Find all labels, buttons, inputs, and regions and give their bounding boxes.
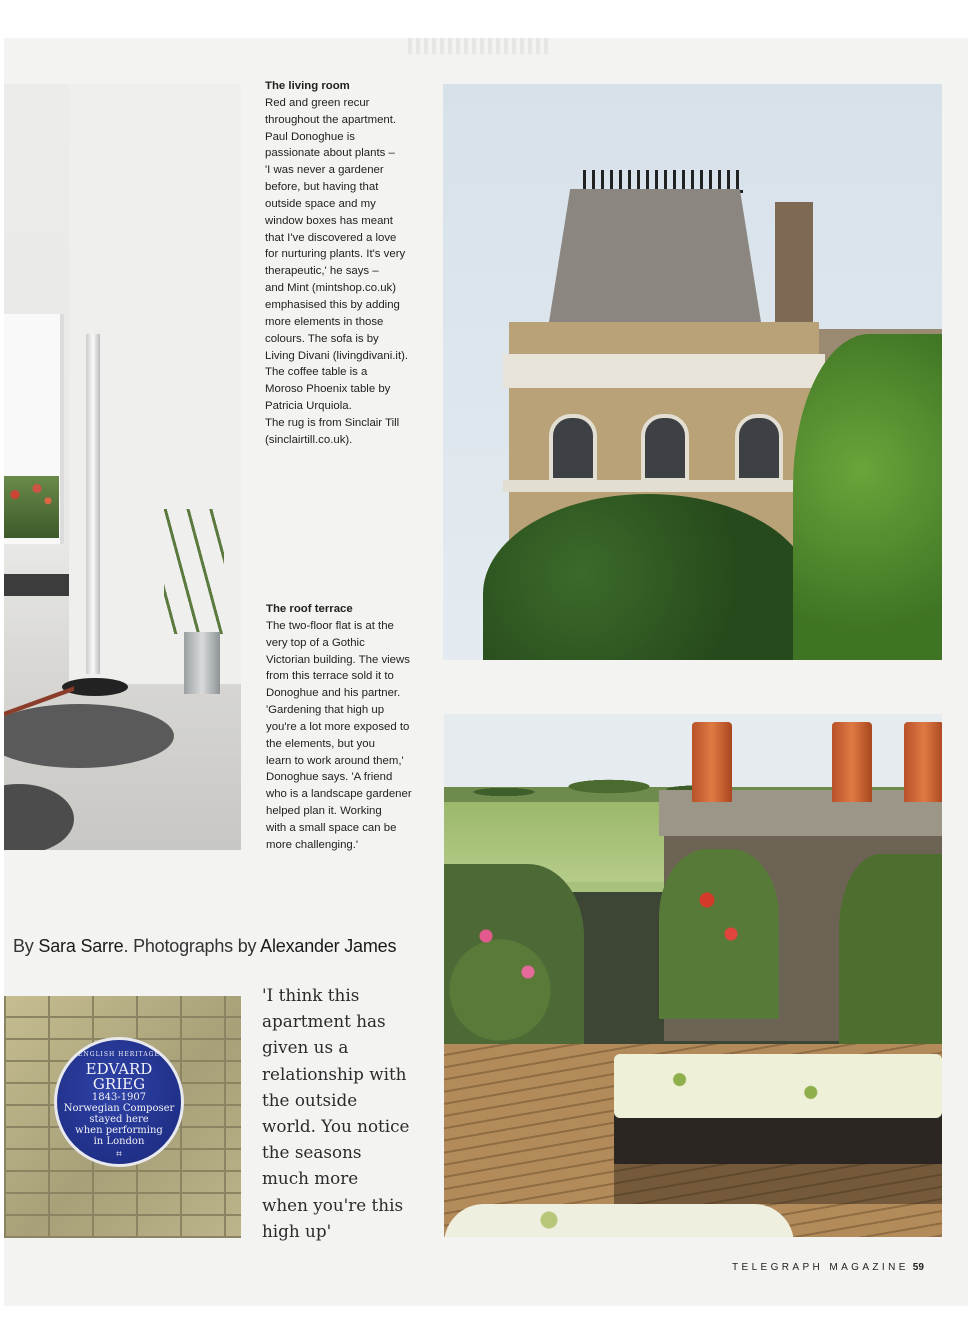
quote-line: relationship with: [262, 1063, 407, 1084]
caption-line: Paul Donoghue is: [265, 130, 355, 143]
foreground-cushion: [444, 1204, 794, 1237]
caption-line: The rug is from Sinclair Till: [265, 416, 400, 429]
arched-window: [641, 414, 689, 482]
publication-name: TELEGRAPH MAGAZINE: [732, 1262, 909, 1273]
window-box-flowers: [4, 476, 59, 538]
quote-line: much more: [262, 1168, 359, 1189]
foreground-tree: [793, 334, 942, 660]
plaque-line: in London: [93, 1136, 145, 1147]
building-exterior-photo: [443, 84, 942, 660]
article-byline: [13, 936, 396, 957]
caption-line: with a small space can be: [266, 821, 397, 834]
pull-quote: [262, 982, 432, 1244]
chimney-pot: [832, 722, 872, 802]
caption-line: Living Divani (livingdivani.it).: [265, 349, 409, 362]
caption-line: outside space and my: [265, 197, 376, 210]
stone-cornice: [503, 354, 825, 388]
caption-line: window boxes has meant: [265, 214, 393, 227]
chimney-stack: [775, 202, 813, 322]
coffee-table-lower: [4, 784, 74, 850]
plaque-line: when performing: [75, 1125, 163, 1136]
magazine-page: [4, 38, 968, 1306]
arched-window: [735, 414, 783, 482]
caption-line: passionate about plants –: [265, 147, 395, 160]
caption-line: The coffee table is a: [265, 366, 368, 379]
floral-cushion: [614, 1054, 942, 1118]
caption-line: learn to work around them,': [266, 754, 404, 767]
blue-plaque: [54, 1037, 184, 1167]
caption-line: more elements in those: [265, 315, 384, 328]
mansard-roof: [549, 189, 761, 322]
caption-line: Red and green recur: [265, 96, 370, 109]
plaque-line: Norwegian Composer: [63, 1103, 175, 1114]
caption-line: (sinclairtill.co.uk).: [265, 433, 353, 446]
caption-line: colours. The sofa is by: [265, 332, 379, 345]
quote-line: when you're this: [262, 1194, 404, 1215]
plaque-line: ENGLISH HERITAGE: [78, 1051, 160, 1058]
caption-line: emphasised this by adding: [265, 298, 400, 311]
quote-line: high up': [262, 1220, 332, 1241]
caption-line: who is a landscape gardener: [266, 788, 412, 801]
page-footer: [732, 1262, 924, 1273]
blue-plaque-photo: [4, 996, 241, 1238]
caption-line: the elements, but you: [266, 737, 375, 750]
caption-line: that I've discovered a love: [265, 231, 397, 244]
quote-line: given us a: [262, 1037, 349, 1058]
quote-line: the seasons: [262, 1142, 362, 1163]
floor-lamp: [86, 334, 100, 674]
flowering-planter-left: [444, 864, 584, 1044]
chimney-pot: [904, 722, 942, 802]
caption-line: The two-floor flat is at the: [266, 619, 394, 632]
caption-line: and Mint (mintshop.co.uk): [265, 282, 397, 295]
byline-by: By: [13, 936, 39, 956]
roof-terrace-photo: [444, 714, 942, 1237]
plaque-line: ⌗: [116, 1149, 122, 1160]
caption-line: before, but having that: [265, 181, 379, 194]
caption-line: from this terrace sold it to: [266, 670, 394, 683]
potted-plant-leaves: [164, 509, 224, 634]
caption-line: throughout the apartment.: [265, 113, 397, 126]
caption-line: Donoghue says. 'A friend: [266, 771, 393, 784]
caption-line: you're a lot more exposed to: [266, 720, 410, 733]
page-number: 59: [912, 1262, 924, 1273]
window-bench: [4, 574, 69, 596]
plaque-line: stayed here: [89, 1114, 149, 1125]
living-room-photo: [4, 84, 241, 850]
plant-pot: [184, 632, 220, 694]
caption-line: helped plan it. Working: [266, 805, 382, 818]
roof-terrace-heading: The roof terrace: [266, 603, 353, 615]
caption-line: 'Gardening that high up: [266, 704, 385, 717]
caption-line: more challenging.': [266, 838, 359, 851]
caption-line: for nurturing plants. It's very: [265, 248, 406, 261]
caption-line: very top of a Gothic: [266, 636, 365, 649]
flowering-planter-centre: [659, 849, 779, 1019]
quote-line: apartment has: [262, 1011, 386, 1032]
plaque-line: EDVARD: [85, 1060, 153, 1078]
caption-line: Patricia Urquiola.: [265, 400, 352, 413]
byline-photographer: Alexander James: [260, 936, 397, 956]
bench-shadow: [614, 1164, 942, 1204]
plaque-line: GRIEG: [92, 1075, 146, 1093]
living-room-heading: The living room: [265, 80, 350, 92]
arched-window: [549, 414, 597, 482]
byline-photos: . Photographs by: [123, 936, 261, 956]
red-branch-decoration: [4, 682, 74, 722]
caption-line: therapeutic,' he says –: [265, 265, 379, 278]
quote-line: the outside: [262, 1089, 358, 1110]
chimney-pot: [692, 722, 732, 802]
quote-line: 'I think this: [262, 985, 360, 1005]
quote-line: world. You notice: [262, 1116, 410, 1137]
print-registration-mark: [408, 38, 548, 54]
flowering-planter-right: [839, 854, 942, 1044]
caption-line: Donoghue and his partner.: [266, 687, 401, 700]
caption-line: 'I was never a gardener: [265, 164, 384, 177]
caption-line: Moroso Phoenix table by: [265, 383, 391, 396]
stone-band: [503, 480, 825, 492]
byline-author: Sara Sarre: [38, 936, 124, 956]
roof-terrace-caption: [266, 601, 441, 854]
caption-line: Victorian building. The views: [266, 653, 410, 666]
living-room-caption: [265, 78, 440, 449]
plaque-line: 1843-1907: [91, 1092, 147, 1103]
